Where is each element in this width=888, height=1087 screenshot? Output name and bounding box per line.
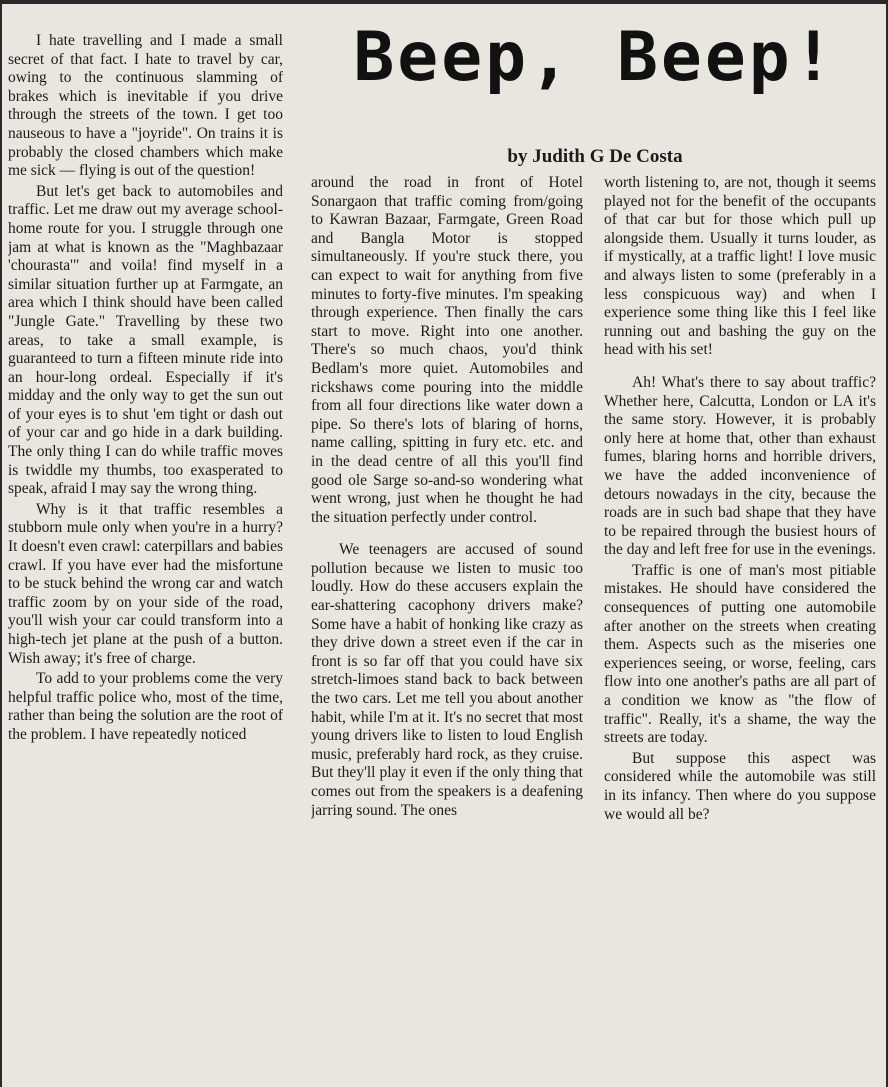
paragraph: worth listening to, are not, though it seems played not for the benefit of the occupants of that car but for those which pull up alongside them. Usually it turns louder, as if mystically, at a traffic light! I love music and always listen to some (preferably in a less conspicuous way) and when I experience some thing like this I feel like running out and bashing the guy on the head with his set! xyxy=(604,174,876,359)
top-rule xyxy=(0,0,888,4)
paragraph-gap xyxy=(604,360,876,374)
paragraph: Ah! What's there to say about traffic? Whether here, Calcutta, London or LA it's the same story. However, it is probably only here at home that, other than exhaust fumes, blaring horns and horrible drivers, we have the added inconvenience of detours nowadays in the city, because the roads are in such bad shape that they have to be repaired through the busiest hours of the day and left free for use in the evenings. xyxy=(604,373,876,559)
paragraph: But suppose this aspect was considered while the automobile was still in its infancy. Then where do you suppose we would all be? xyxy=(604,749,876,823)
paragraph: Traffic is one of man's most pitiable mistakes. He should have considered the consequences of putting one automobile after another on the streets when creating them. Aspects such as the miseries one experiences seeing, or worse, feeling, cars flow into one another's paths are all part of a condition we know as "the flow of traffic". Really, it's a shame, the way the streets are today. xyxy=(604,561,876,747)
article-byline: by Judith G De Costa xyxy=(507,146,683,167)
paragraph: To add to your problems come the very helpful traffic police who, most of the time, rather than being the solution are the root of the problem. I have repeatedly noticed xyxy=(8,670,283,743)
paragraph: Why is it that traffic resembles a stubborn mule only when you're in a hurry? It doesn't even crawl: caterpillars and babies crawl. If you have ever had the misfortune to be stuck behind the wrong car and watch traffic zoom by on your side of the road, you'll wish your car could transform into a high-tech jet plane at the push of a button. Wish away; it's free of charge. xyxy=(8,500,283,667)
column-3 xyxy=(604,174,876,1084)
article-title: Beep, Beep! xyxy=(353,18,837,97)
column-1 xyxy=(8,32,283,1084)
paragraph: But let's get back to automobiles and traffic. Let me draw out my average school-home route for you. I struggle through one jam at what is known as the "Maghbazaar 'chourasta'" and voila! find myself in a similar situation further up at Farmgate, an area which I think should have been called "Jungle Gate." Travelling by these two areas, to take a small example, is guaranteed to turn a fifteen minute ride into an hour-long ordeal. Especially if it's midday and the only way to get the sun out of your eyes is to shut 'em tight or dash out of your car and go hide in a dark building. The only thing I can do while traffic moves is twiddle my thumbs, too exasperated to speak, afraid I may say the wrong thing. xyxy=(8,182,283,498)
paragraph: I hate travelling and I made a small secret of that fact. I hate to travel by car, owing to the continuous slamming of brakes which is inevitable if you drive through the streets of the town. I get too nauseous to have a "joyride". On trains it is probably the closed chambers which make me sick — flying is out of the question! xyxy=(8,32,283,180)
left-rule xyxy=(0,0,2,1087)
paragraph: We teenagers are accused of sound pollution because we listen to music too loudly. How do these accusers explain the ear-shattering cacophony drivers make? Some have a habit of honking like crazy as they drive down a street even if the car in front is so far off that you could have six stretch-limoes stand back to back between the two cars. Let me tell you about another habit, while I'm at it. It's no secret that most young drivers like to listen to loud English music, preferably hard rock, as they cruise. But they'll play it even if the only thing that comes out from the speakers is a deafening jarring sound. The ones xyxy=(311,541,583,819)
paragraph-gap xyxy=(311,527,583,541)
column-2 xyxy=(311,174,583,1084)
paragraph: around the road in front of Hotel Sonargaon that traffic coming from/going to Kawran Bazaar, Farmgate, Green Road and Bangla Motor is stopped simultaneously. If you're stuck there, you can expect to wait for anything from five minutes to forty-five minutes. I'm speaking through experience. Then finally the cars start to move. Right into one another. There's so much chaos, you'd think Bedlam's more quiet. Automobiles and rickshaws come pouring into the middle from all four directions like water down a pipe. So there's lots of blaring of horns, name calling, spitting in fury etc. etc. and in the dead centre of all this you'll find good ole Sarge so-and-so wondering what went wrong, just when he thought he had the situation perfectly under control. xyxy=(311,174,583,526)
